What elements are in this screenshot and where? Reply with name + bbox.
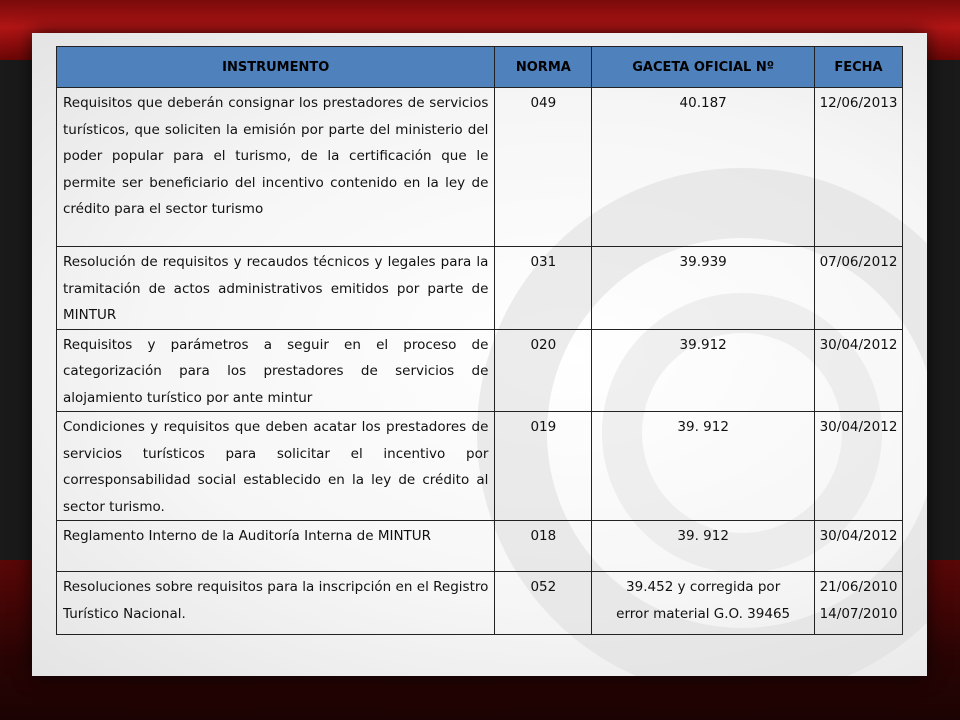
table-row <box>57 88 903 247</box>
gaceta-line: error material G.O. 39465 <box>616 605 791 622</box>
norma-cell: 052 <box>495 572 592 635</box>
gaceta-cell: 39.912 <box>592 329 815 412</box>
instrumento-cell: Reglamento Interno de la Auditoría Interna de MINTUR <box>57 521 495 572</box>
fecha-cell: 30/04/2012 <box>815 521 903 572</box>
fecha-cell: 07/06/2012 <box>815 247 903 330</box>
gaceta-cell: 39.939 <box>592 247 815 330</box>
instrumento-cell: Requisitos y parámetros a seguir en el proceso de categorización para los prestadores de servicios de alojamiento turístico por ante mintur <box>57 329 495 412</box>
table-row <box>57 329 903 412</box>
norma-cell: 019 <box>495 412 592 521</box>
header-norma: NORMA <box>495 47 592 88</box>
header-fecha: FECHA <box>815 47 903 88</box>
gaceta-cell: 39. 912 <box>592 521 815 572</box>
header-instrumento: INSTRUMENTO <box>57 47 495 88</box>
fecha-line: 14/07/2010 <box>819 605 898 622</box>
fecha-cell: 30/04/2012 <box>815 329 903 412</box>
fecha-cell: 12/06/2013 <box>815 88 903 247</box>
norma-cell: 031 <box>495 247 592 330</box>
instrumento-cell: Requisitos que deberán consignar los prestadores de servicios turísticos, que soliciten la emisión por parte del ministerio del poder popular para el turismo, de la certificación que le permite ser beneficiario del incentivo contenido en la ley de crédito para el sector turismo <box>57 88 495 247</box>
fecha-line: 21/06/2010 <box>819 579 898 595</box>
instrumento-cell: Resoluciones sobre requisitos para la inscripción en el Registro Turístico Nacional. <box>57 572 495 635</box>
table-header-row <box>57 47 903 88</box>
norma-cell: 020 <box>495 329 592 412</box>
fecha-cell <box>815 572 903 635</box>
fecha-cell: 30/04/2012 <box>815 412 903 521</box>
gaceta-cell: 39. 912 <box>592 412 815 521</box>
table-row <box>57 412 903 521</box>
instrumento-cell: Resolución de requisitos y recaudos técnicos y legales para la tramitación de actos administrativos emitidos por parte de MINTUR <box>57 247 495 330</box>
slide-panel <box>32 33 927 676</box>
table-row <box>57 521 903 572</box>
regulations-table <box>56 46 903 635</box>
instrumento-cell: Condiciones y requisitos que deben acatar los prestadores de servicios turísticos para solicitar el incentivo por corresponsabilidad social establecido en la ley de crédito al sector turismo. <box>57 412 495 521</box>
gaceta-cell: 40.187 <box>592 88 815 247</box>
header-gaceta: GACETA OFICIAL Nº <box>592 47 815 88</box>
norma-cell: 049 <box>495 88 592 247</box>
gaceta-line: 39.452 y corregida por <box>626 579 781 595</box>
gaceta-cell <box>592 572 815 635</box>
norma-cell: 018 <box>495 521 592 572</box>
table-row <box>57 247 903 330</box>
table-row <box>57 572 903 635</box>
